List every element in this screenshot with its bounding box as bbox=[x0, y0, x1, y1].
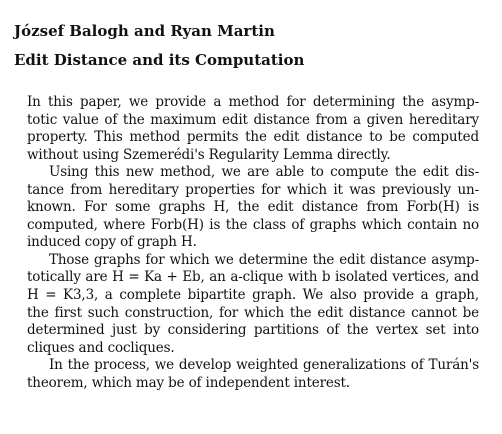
abstract-line: In this paper, we provide a method for determining the asymp- bbox=[27, 94, 479, 110]
paper-title: Edit Distance and its Computation bbox=[14, 51, 305, 69]
abstract-line: without using Szemerédi's Regularity Lemma directly. bbox=[27, 146, 391, 163]
abstract-line: the first such construction, for which the edit distance cannot be bbox=[27, 304, 479, 321]
abstract-line: computed, where Forb(H) is the class of graphs which contain no bbox=[27, 216, 479, 233]
abstract-line: theorem, which may be of independent interest. bbox=[27, 374, 350, 391]
abstract-line: In the process, we develop weighted generalizations of Turán's bbox=[49, 357, 479, 374]
abstract-line: Those graphs for which we determine the edit distance asymp- bbox=[49, 251, 479, 268]
abstract-line: totically are H = Ka + Eb, an a-clique with b isolated vertices, and bbox=[27, 269, 479, 286]
abstract-line: Using this new method, we are able to compute the edit dis- bbox=[49, 164, 479, 181]
abstract-line: property. This method permits the edit distance to be computed bbox=[27, 129, 479, 146]
abstract-line: H = K3,3, a complete bipartite graph. We also provide a graph, bbox=[27, 287, 479, 304]
paper-authors: József Balogh and Ryan Martin bbox=[14, 22, 275, 40]
abstract-line: cliques and cocliques. bbox=[27, 339, 175, 356]
abstract-line: induced copy of graph H. bbox=[27, 234, 197, 251]
abstract-line: known. For some graphs H, the edit distance from Forb(H) is bbox=[27, 199, 479, 216]
abstract-line: determined just by considering partitions of the vertex set into bbox=[27, 322, 479, 339]
abstract-line: totic value of the maximum edit distance from a given hereditary bbox=[27, 111, 479, 128]
abstract-line: tance from hereditary properties for which it was previously un- bbox=[27, 181, 479, 198]
abstract-text bbox=[27, 94, 479, 392]
